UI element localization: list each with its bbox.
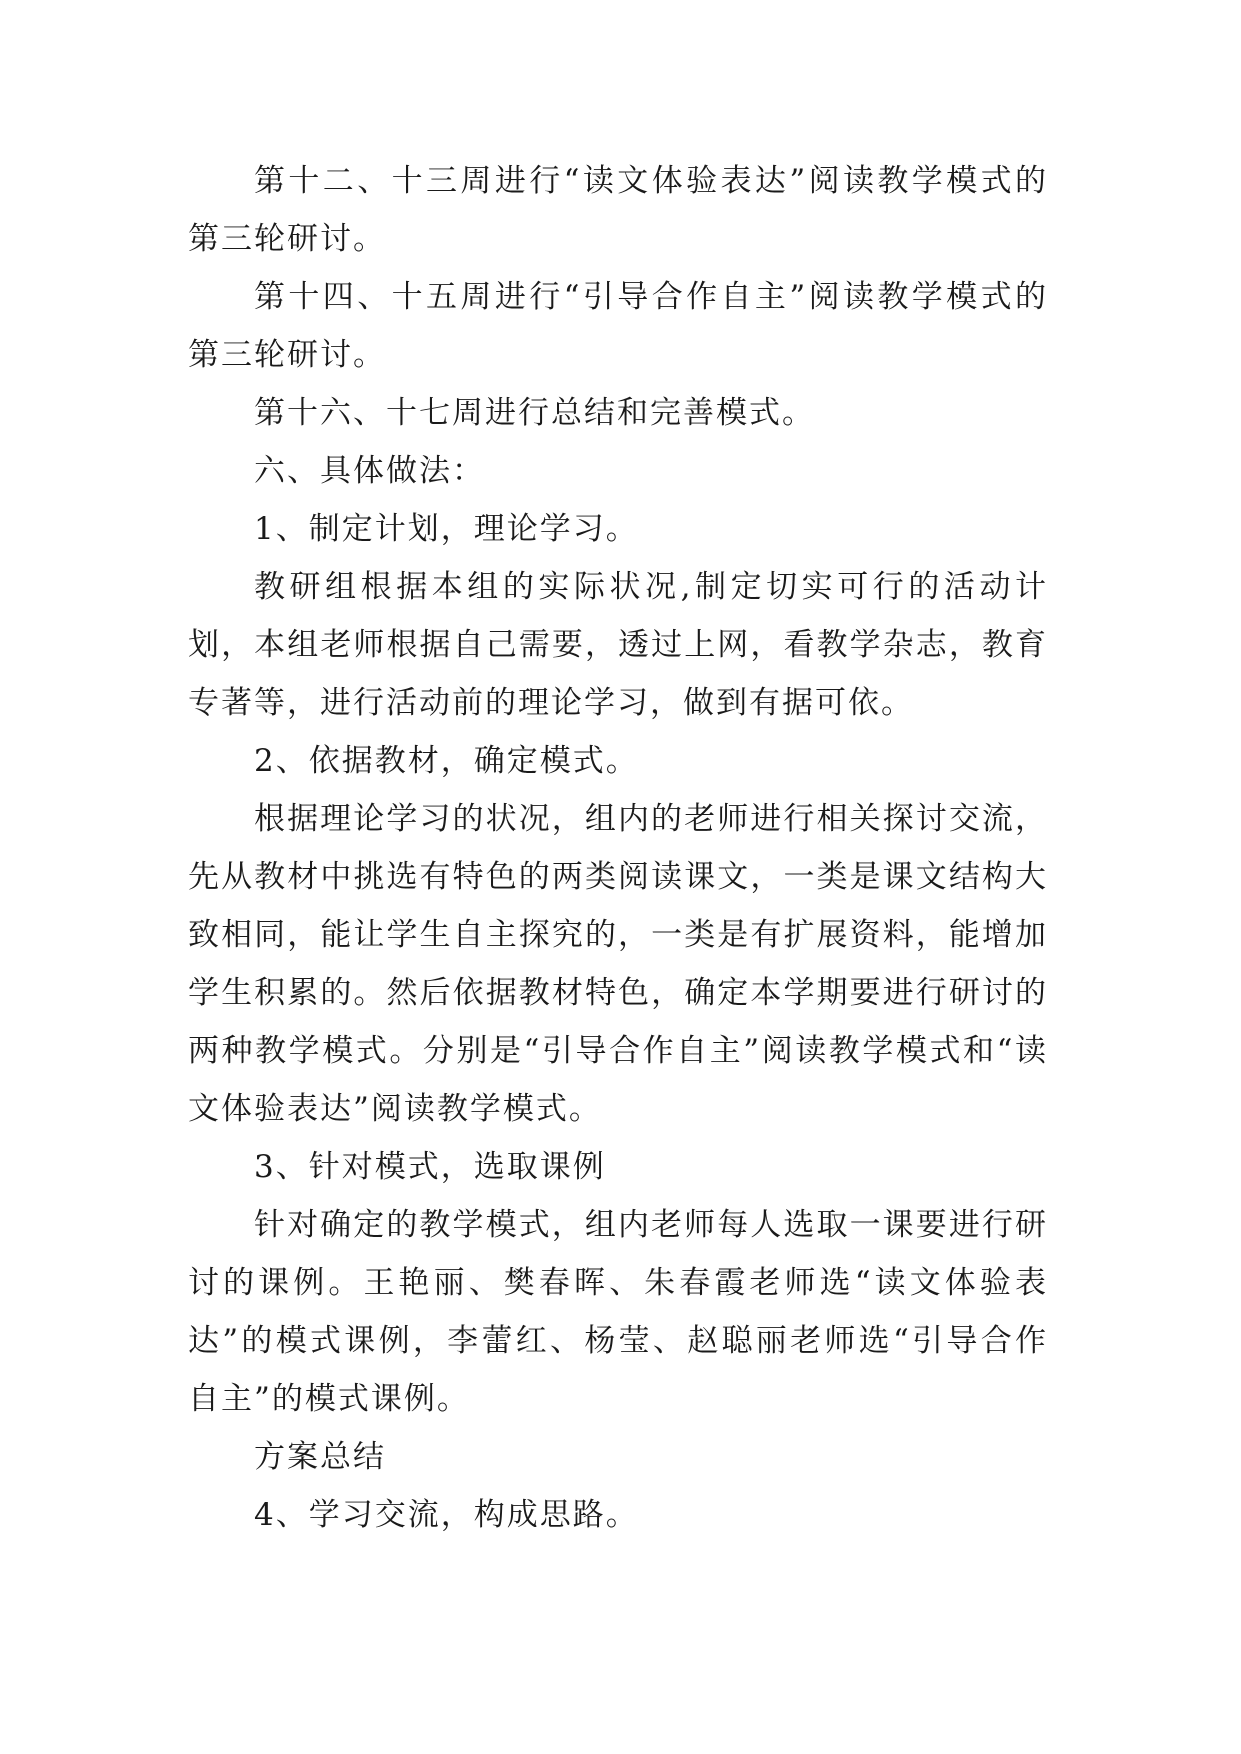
paragraph-lessons: 针对确定的教学模式，组内老师每人选取一课要进行研讨的课例。王艳丽、樊春晖、朱春霞老师选“读文体验表达”的模式课例，李蕾红、杨莹、赵聪丽老师选“引导合作自主”的模式课例。	[188, 1207, 1048, 1417]
paragraph-week-16-17: 第十六、十七周进行总结和完善模式。	[254, 395, 815, 431]
paragraph-plan: 教研组根据本组的实际状况,制定切实可行的活动计划，本组老师根据自己需要，透过上网，看教学杂志，教育专著等，进行活动前的理论学习，做到有据可依。	[188, 569, 1048, 721]
subheading-lessons: 3、针对模式，选取课例	[254, 1149, 606, 1185]
paragraph-materials: 根据理论学习的状况，组内的老师进行相关探讨交流，先从教材中挑选有特色的两类阅读课文，一类是课文结构大致相同，能让学生自主探究的，一类是有扩展资料，能增加学生积累的。然后依据教材特色，确定本学期要进行研讨的两种教学模式。分别是“引导合作自主”阅读教学模式和“读文体验表达”阅读教学模式。	[188, 801, 1048, 1127]
paragraph-week-14-15: 第十四、十五周进行“引导合作自主”阅读教学模式的第三轮研讨。	[188, 279, 1048, 373]
paragraph-week-12-13: 第十二、十三周进行“读文体验表达”阅读教学模式的第三轮研讨。	[188, 163, 1048, 257]
subheading-exchange: 4、学习交流，构成思路。	[254, 1497, 639, 1533]
subheading-plan: 1、制定计划，理论学习。	[254, 511, 639, 547]
subheading-materials: 2、依据教材，确定模式。	[254, 743, 639, 779]
section-heading-methods: 六、具体做法：	[254, 453, 485, 489]
document-body	[188, 152, 1048, 1544]
label-plan-summary: 方案总结	[254, 1439, 386, 1475]
